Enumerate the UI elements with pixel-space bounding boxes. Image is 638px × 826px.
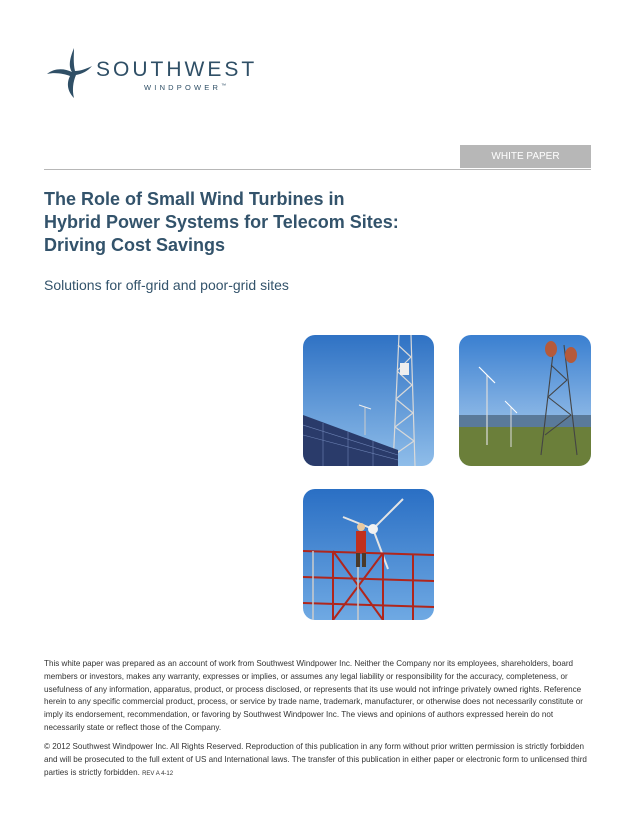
copyright-text: © 2012 Southwest Windpower Inc. All Rights Reserved. Reproduction of this publication in any form without prior written permission is strictly forbidden and will be prosecuted to the full extent of US and International laws. The transfer of this publication in either paper or electronic form to unlicensed third parties is strictly forbidden. [44, 742, 587, 777]
header-divider [44, 169, 591, 170]
title-line-2: Hybrid Power Systems for Telecom Sites: [44, 212, 399, 232]
towers-with-wind-turbines-photo [459, 335, 591, 466]
legal-disclaimer: This white paper was prepared as an account of work from Southwest Windpower Inc. Neither the Company nor its employees, shareholders, board members or investors, makes any warranty, expresses or implies, or assumes any legal liability or responsibility for the accuracy, completeness, or usefulness of any information, apparatus, product, or process disclosed, or represents that its use would not infringe privately owned rights. Reference herein to any specific commercial product, process, or service by trade name, trademark, manufacturer, or otherwise does not necessarily constitute or imply its endorsement, recommendation, or favoring by Southwest Windpower Inc. The views and opinions of authors expressed herein do not necessarily state or reflect those of the Company. [44, 659, 583, 732]
technician-on-tower-turbine-photo [303, 489, 434, 620]
title-line-3: Driving Cost Savings [44, 235, 226, 255]
title-line-1: The Role of Small Wind Turbines in [44, 189, 345, 209]
logo-brand-text: SOUTHWEST [96, 58, 258, 81]
windmill-swoosh-icon [44, 44, 94, 100]
revision-label: REV A 4-12 [142, 770, 174, 777]
document-subtitle: Solutions for off-grid and poor-grid sites [44, 277, 289, 293]
tower-with-solar-panels-photo [303, 335, 434, 466]
logo-trademark: ™ [221, 83, 227, 89]
logo-sub-word: WINDPOWER [144, 83, 222, 92]
logo-sub-text [144, 83, 226, 92]
document-type-tag: WHITE PAPER [460, 145, 591, 168]
company-logo [44, 44, 258, 100]
document-title [44, 188, 464, 257]
copyright-notice [44, 741, 591, 780]
